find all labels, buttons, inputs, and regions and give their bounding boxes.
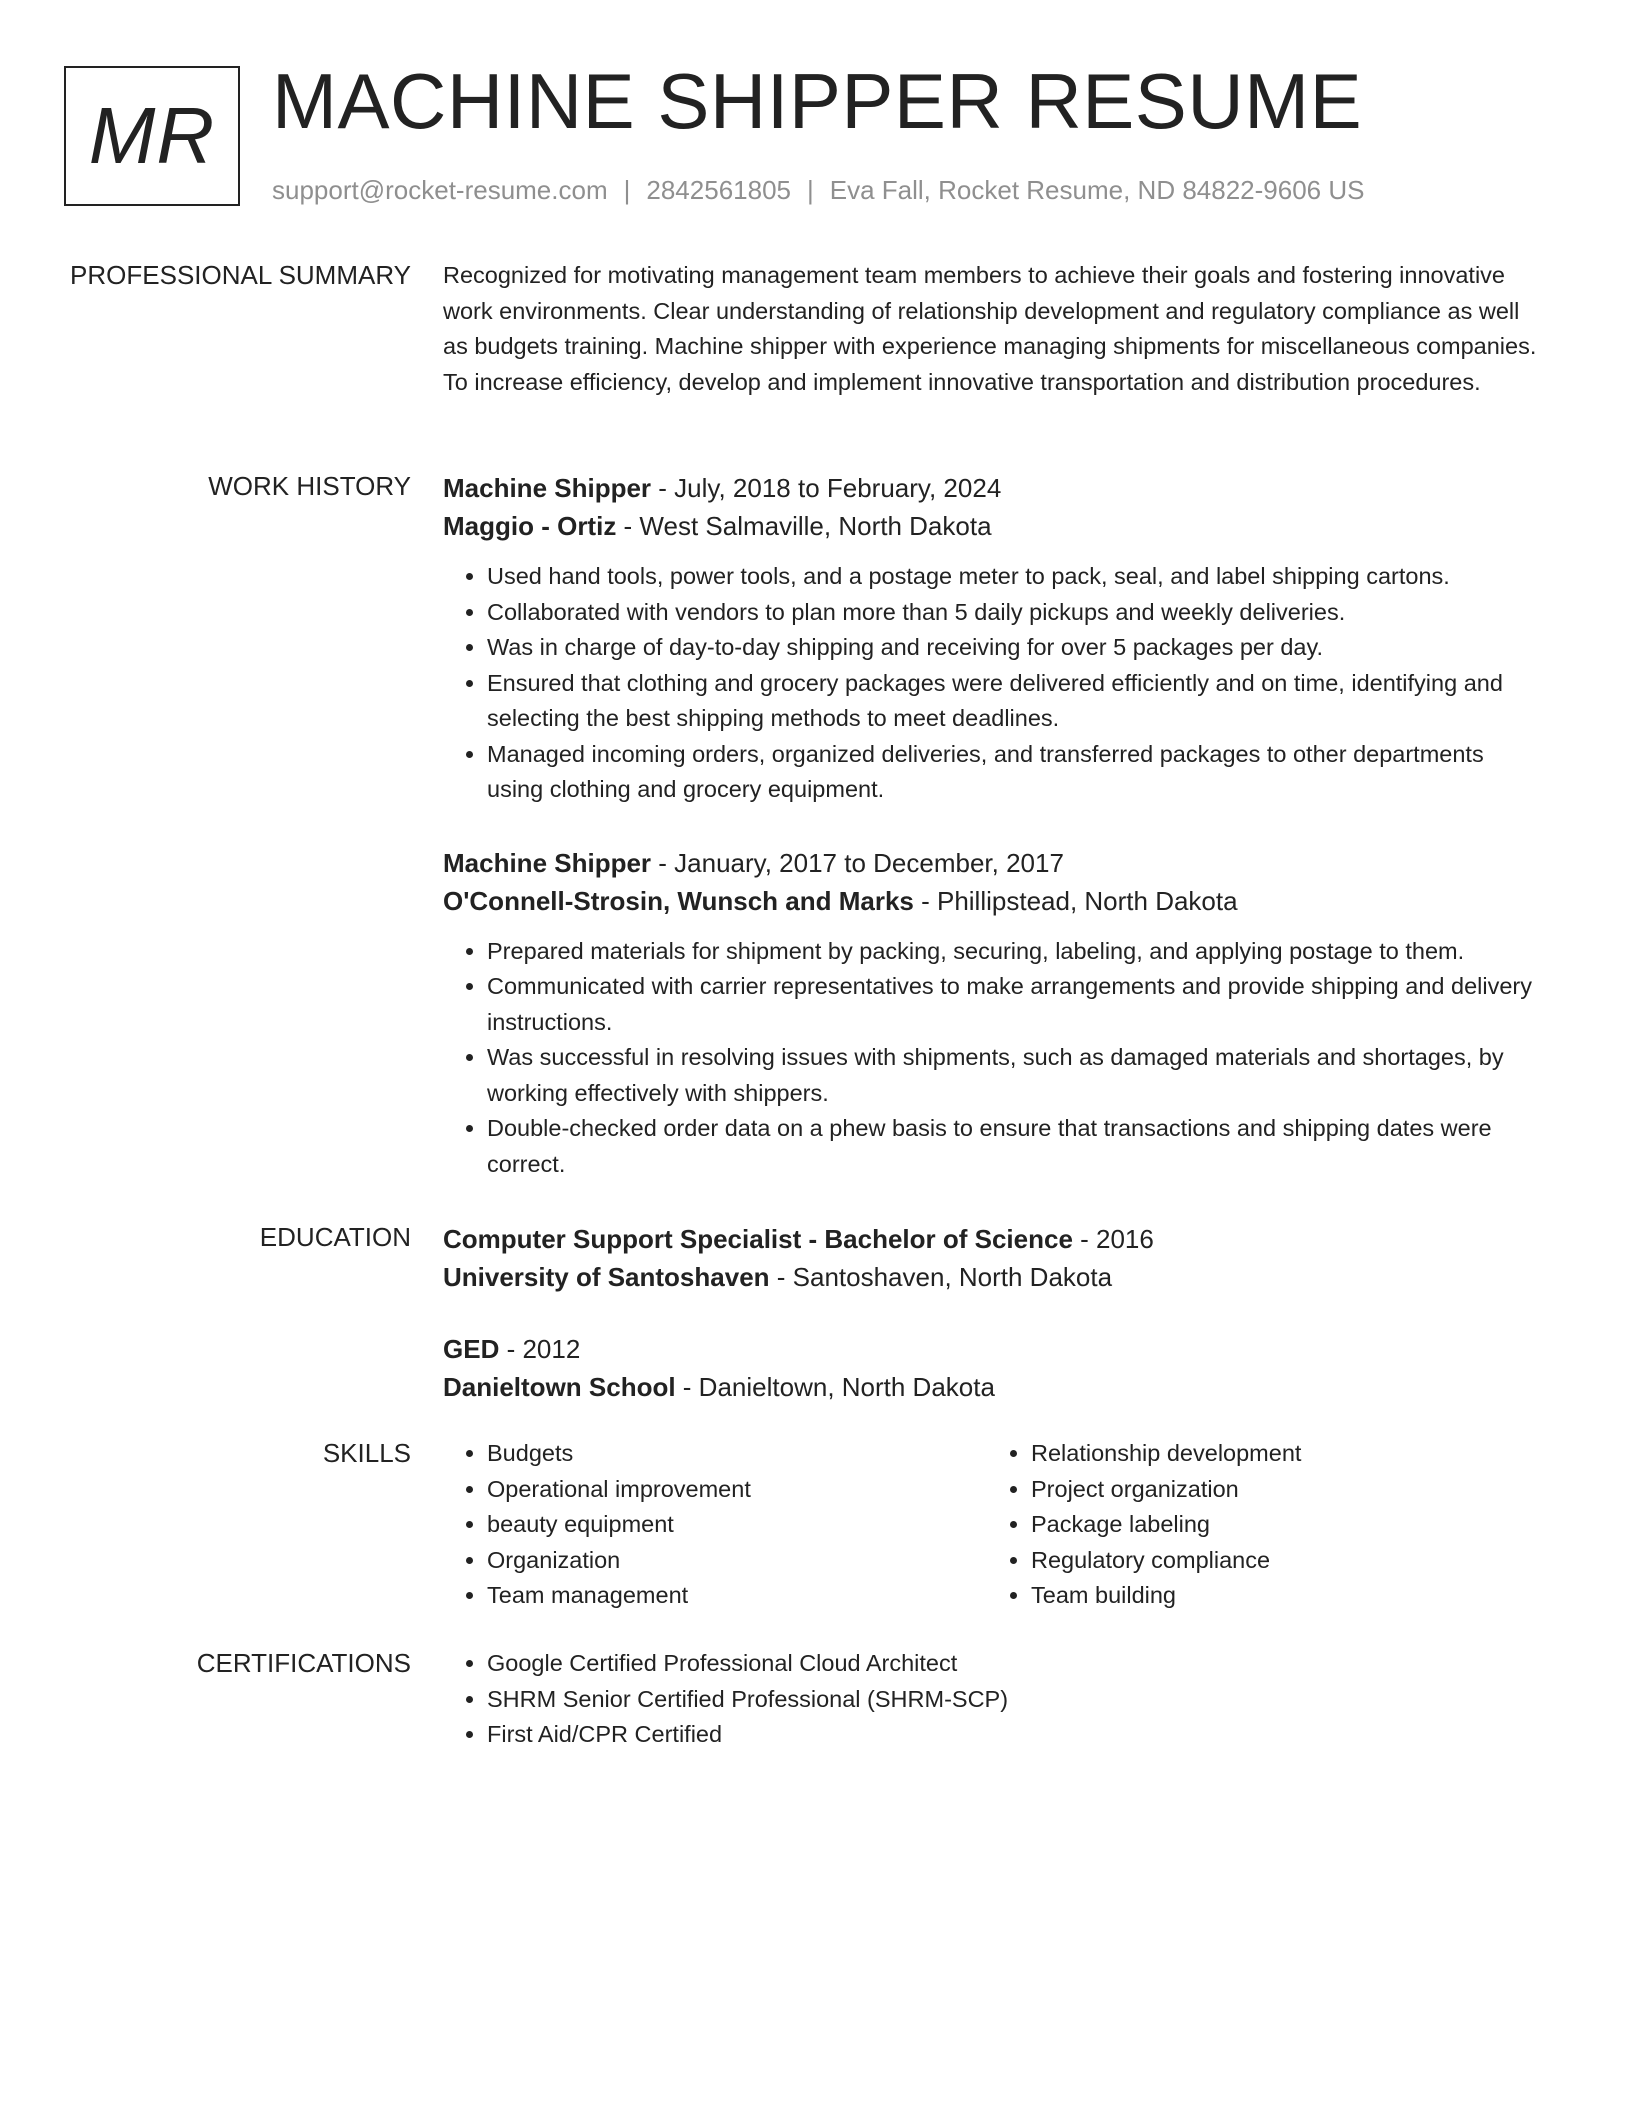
work-history-body [443, 469, 1538, 1182]
job-entry [443, 844, 1538, 1183]
job-dates: - July, 2018 to February, 2024 [651, 473, 1002, 503]
skill-item: • Team building [1031, 1578, 1531, 1614]
skills-body [443, 1436, 1538, 1614]
degree-year: - 2012 [499, 1334, 581, 1364]
school-location: - Danieltown, North Dakota [675, 1372, 995, 1402]
school-location: - Santoshaven, North Dakota [769, 1262, 1113, 1292]
job-bullets [443, 934, 1538, 1183]
education-body [443, 1220, 1538, 1406]
job-bullet: • Was in charge of day-to-day shipping and receiving for over 5 packages per day. [487, 630, 1538, 666]
job-title-line [443, 844, 1538, 882]
job-dates: - January, 2017 to December, 2017 [651, 847, 1064, 878]
contact-separator: | [623, 175, 631, 205]
skill-item: • Relationship development [1031, 1436, 1531, 1472]
skill-item: • Package labeling [1031, 1507, 1531, 1543]
job-bullet: • Collaborated with vendors to plan more than 5 daily pickups and weekly deliveries. [487, 595, 1538, 631]
section-label-education: EDUCATION [259, 1222, 411, 1252]
job-bullet: • Double-checked order data on a phew basis to ensure that transactions and shipping dates were correct. [487, 1111, 1538, 1182]
job-bullet: • Ensured that clothing and grocery packages were delivered efficiently and on time, identifying and selecting the best shipping methods to meet deadlines. [487, 666, 1538, 737]
degree: GED [443, 1334, 500, 1364]
contact-separator: | [807, 175, 814, 205]
skill-item: • Operational improvement [487, 1472, 987, 1508]
degree: Computer Support Specialist - Bachelor of Science [443, 1224, 1073, 1254]
summary-body [443, 258, 1538, 400]
certification-item: • SHRM Senior Certified Professional (SHRM-SCP) [487, 1682, 1538, 1718]
job-company: O'Connell-Strosin, Wunsch and Marks [443, 885, 914, 916]
school: Danieltown School [443, 1372, 676, 1402]
section-label-skills: SKILLS [322, 1438, 411, 1468]
degree-year: - 2016 [1072, 1224, 1154, 1254]
contact-line [272, 173, 1364, 207]
monogram-logo: MR [64, 66, 240, 206]
job-bullets [443, 559, 1538, 808]
degree-line [443, 1330, 1538, 1368]
skill-item: • Organization [487, 1543, 987, 1579]
summary-text: Recognized for motivating management team members to achieve their goals and fostering innovative work environments. Clear understanding of relationship development and regulatory compliance as well as budgets training. Machine shipper with experience managing shipments for miscellaneous companies. To increase efficiency, develop and implement innovative transportation and distribution procedures. [443, 262, 1537, 395]
certifications-list [443, 1646, 1538, 1753]
job-bullet: • Used hand tools, power tools, and a postage meter to pack, seal, and label shipping cartons. [487, 559, 1538, 595]
contact-phone: 2842561805 [646, 175, 791, 205]
job-title: Machine Shipper [443, 473, 652, 503]
job-title-line [443, 469, 1538, 507]
contact-email: support@rocket-resume.com [272, 175, 608, 205]
school: University of Santoshaven [443, 1262, 770, 1292]
skill-item: • Regulatory compliance [1031, 1543, 1531, 1579]
job-location: - Phillipstead, North Dakota [913, 885, 1238, 916]
education-entry [443, 1330, 1538, 1406]
education-entry [443, 1220, 1538, 1296]
section-label-work-history: WORK HISTORY [208, 471, 411, 501]
job-bullet: • Communicated with carrier representatives to make arrangements and provide shipping and delivery instructions. [487, 969, 1538, 1040]
skill-item: • beauty equipment [487, 1507, 987, 1543]
school-line [443, 1258, 1538, 1296]
skills-list-right [987, 1436, 1531, 1614]
job-location: - West Salmaville, North Dakota [616, 511, 992, 541]
section-label-certifications: CERTIFICATIONS [196, 1648, 411, 1678]
degree-line [443, 1220, 1538, 1258]
job-entry [443, 469, 1538, 808]
contact-address: Eva Fall, Rocket Resume, ND 84822-9606 US [829, 175, 1365, 205]
job-bullet: • Managed incoming orders, organized deliveries, and transferred packages to other departments using clothing and grocery equipment. [487, 737, 1538, 808]
skill-item: • Budgets [487, 1436, 987, 1472]
certifications-body [443, 1646, 1538, 1753]
resume-title: MACHINE SHIPPER RESUME [272, 57, 1363, 145]
section-label-summary: PROFESSIONAL SUMMARY [70, 260, 411, 290]
certification-item: • Google Certified Professional Cloud Architect [487, 1646, 1538, 1682]
school-line [443, 1368, 1538, 1406]
job-company-line [443, 507, 1538, 545]
skills-list-left [443, 1436, 987, 1614]
skill-item: • Project organization [1031, 1472, 1531, 1508]
job-company: Maggio - Ortiz [443, 511, 617, 541]
job-bullet: • Was successful in resolving issues with shipments, such as damaged materials and shortages, by working effectively with shippers. [487, 1040, 1538, 1111]
job-company-line [443, 882, 1538, 920]
certification-item: • First Aid/CPR Certified [487, 1717, 1538, 1753]
job-title: Machine Shipper [443, 847, 652, 878]
job-bullet: • Prepared materials for shipment by packing, securing, labeling, and applying postage to them. [487, 934, 1538, 970]
skill-item: • Team management [487, 1578, 987, 1614]
